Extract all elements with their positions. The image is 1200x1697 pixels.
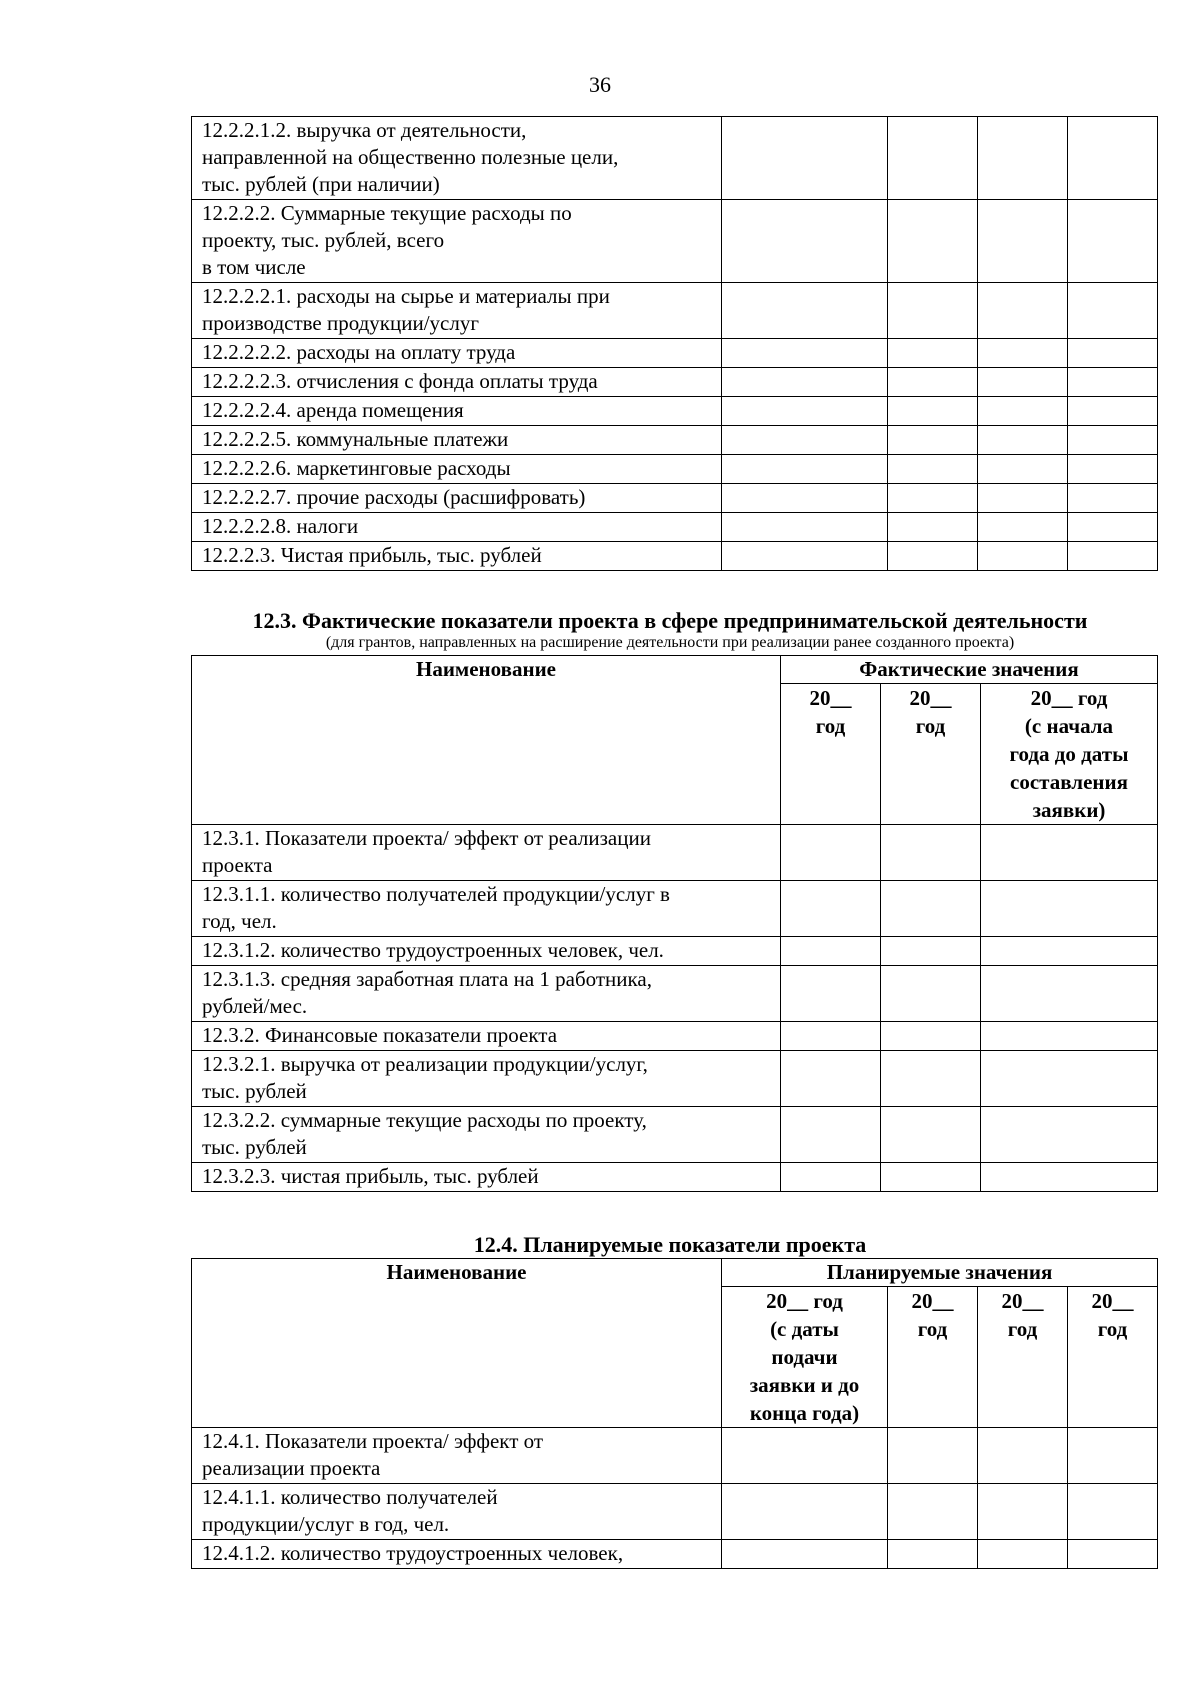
table-row — [192, 339, 1158, 368]
value-cell[interactable] — [722, 397, 888, 426]
year-header: 20__ год — [1068, 1287, 1158, 1428]
value-cell[interactable] — [981, 937, 1158, 966]
table-row — [192, 426, 1158, 455]
value-cell[interactable] — [881, 825, 981, 881]
value-cell[interactable] — [1068, 283, 1158, 339]
value-cell[interactable] — [881, 1107, 981, 1163]
value-cell[interactable] — [888, 484, 978, 513]
section-12-4-title: 12.4. Планируемые показатели проекта — [473, 1232, 867, 1257]
planned-indicators-table — [191, 1258, 1158, 1569]
value-cell[interactable] — [1068, 397, 1158, 426]
row-label: 12.3.1.1. количество получателей продукции/услуг в год, чел. — [192, 881, 781, 937]
actual-indicators-table — [191, 655, 1158, 1192]
table-row — [192, 1051, 1158, 1107]
value-cell[interactable] — [978, 1540, 1068, 1569]
value-cell[interactable] — [1068, 513, 1158, 542]
table-row — [192, 1484, 1158, 1540]
value-cell[interactable] — [1068, 339, 1158, 368]
value-cell[interactable] — [722, 368, 888, 397]
value-cell[interactable] — [888, 117, 978, 200]
value-cell[interactable] — [1068, 542, 1158, 571]
value-cell[interactable] — [978, 339, 1068, 368]
value-cell[interactable] — [978, 368, 1068, 397]
value-cell[interactable] — [978, 484, 1068, 513]
row-label: 12.3.1.2. количество трудоустроенных человек, чел. — [192, 937, 781, 966]
value-cell[interactable] — [1068, 484, 1158, 513]
name-header: Наименование — [192, 1259, 722, 1428]
row-label: 12.2.2.2. Суммарные текущие расходы по проекту, тыс. рублей, всего в том числе — [192, 200, 722, 283]
value-cell[interactable] — [888, 542, 978, 571]
row-label: 12.4.1. Показатели проекта/ эффект от реализации проекта — [192, 1428, 722, 1484]
row-label: 12.2.2.2.2. расходы на оплату труда — [192, 339, 722, 368]
value-cell[interactable] — [722, 1540, 888, 1569]
table-row — [192, 397, 1158, 426]
year-header: 20__ год — [888, 1287, 978, 1428]
value-cell[interactable] — [881, 1163, 981, 1192]
row-label: 12.3.1.3. средняя заработная плата на 1 работника, рублей/мес. — [192, 966, 781, 1022]
value-cell[interactable] — [1068, 426, 1158, 455]
value-cell[interactable] — [781, 937, 881, 966]
value-cell[interactable] — [722, 200, 888, 283]
value-cell[interactable] — [1068, 1484, 1158, 1540]
value-cell[interactable] — [981, 881, 1158, 937]
value-cell[interactable] — [1068, 455, 1158, 484]
value-cell[interactable] — [978, 117, 1068, 200]
value-cell[interactable] — [1068, 200, 1158, 283]
value-cell[interactable] — [881, 1022, 981, 1051]
value-cell[interactable] — [722, 513, 888, 542]
row-label: 12.2.2.2.6. маркетинговые расходы — [192, 455, 722, 484]
value-cell[interactable] — [978, 1428, 1068, 1484]
value-cell[interactable] — [981, 1163, 1158, 1192]
page-number: 36 — [589, 72, 611, 97]
value-cell[interactable] — [888, 1484, 978, 1540]
value-cell[interactable] — [981, 1051, 1158, 1107]
table-row — [192, 1540, 1158, 1569]
value-cell[interactable] — [781, 1163, 881, 1192]
value-cell[interactable] — [781, 1051, 881, 1107]
value-cell[interactable] — [722, 117, 888, 200]
value-cell[interactable] — [978, 397, 1068, 426]
table-row — [192, 368, 1158, 397]
value-cell[interactable] — [781, 966, 881, 1022]
value-cell[interactable] — [888, 1540, 978, 1569]
value-cell[interactable] — [978, 542, 1068, 571]
table-row — [192, 283, 1158, 339]
year-header: 20__ год — [781, 684, 881, 825]
table-row — [192, 513, 1158, 542]
row-label: 12.3.2.1. выручка от реализации продукции/услуг, тыс. рублей — [192, 1051, 781, 1107]
value-cell[interactable] — [1068, 117, 1158, 200]
row-label: 12.3.2.2. суммарные текущие расходы по проекту, тыс. рублей — [192, 1107, 781, 1163]
value-cell[interactable] — [978, 1484, 1068, 1540]
value-cell[interactable] — [781, 1022, 881, 1051]
value-cell[interactable] — [888, 455, 978, 484]
name-header: Наименование — [192, 656, 781, 825]
section-12-3-note: (для грантов, направленных на расширение деятельности при реализации ранее созданного проекта) — [325, 634, 1015, 651]
value-cell[interactable] — [722, 455, 888, 484]
value-cell[interactable] — [722, 283, 888, 339]
row-label: 12.2.2.2.7. прочие расходы (расшифровать) — [192, 484, 722, 513]
table-row — [192, 966, 1158, 1022]
table-row — [192, 1428, 1158, 1484]
row-label: 12.2.2.3. Чистая прибыль, тыс. рублей — [192, 542, 722, 571]
row-label: 12.2.2.2.8. налоги — [192, 513, 722, 542]
value-cell[interactable] — [981, 1022, 1158, 1051]
row-label: 12.2.2.2.3. отчисления с фонда оплаты труда — [192, 368, 722, 397]
row-label: 12.2.2.1.2. выручка от деятельности, направленной на общественно полезные цели, тыс. рублей (при наличии) — [192, 117, 722, 200]
value-cell[interactable] — [781, 1107, 881, 1163]
section-12-3-title: 12.3. Фактические показатели проекта в сфере предпринимательской деятельности — [252, 608, 1088, 633]
value-cell[interactable] — [978, 200, 1068, 283]
value-cell[interactable] — [888, 339, 978, 368]
table-row — [192, 117, 1158, 200]
actual-values-header: Фактические значения — [781, 656, 1158, 684]
value-cell[interactable] — [981, 825, 1158, 881]
value-cell[interactable] — [978, 455, 1068, 484]
row-label: 12.2.2.2.4. аренда помещения — [192, 397, 722, 426]
value-cell[interactable] — [888, 397, 978, 426]
planned-values-header: Планируемые значения — [722, 1259, 1158, 1287]
year-header: 20__ год (с начала года до даты составления заявки) — [981, 684, 1158, 825]
value-cell[interactable] — [1068, 1428, 1158, 1484]
row-label: 12.2.2.2.5. коммунальные платежи — [192, 426, 722, 455]
value-cell[interactable] — [722, 542, 888, 571]
table-row — [192, 1107, 1158, 1163]
table-row — [192, 200, 1158, 283]
value-cell[interactable] — [888, 283, 978, 339]
year-header: 20__ год — [978, 1287, 1068, 1428]
table-row — [192, 937, 1158, 966]
row-label: 12.4.1.1. количество получателей продукции/услуг в год, чел. — [192, 1484, 722, 1540]
table-row — [192, 484, 1158, 513]
value-cell[interactable] — [1068, 1540, 1158, 1569]
value-cell[interactable] — [722, 1484, 888, 1540]
value-cell[interactable] — [722, 339, 888, 368]
value-cell[interactable] — [722, 1428, 888, 1484]
value-cell[interactable] — [888, 368, 978, 397]
row-label: 12.3.2.3. чистая прибыль, тыс. рублей — [192, 1163, 781, 1192]
value-cell[interactable] — [881, 881, 981, 937]
value-cell[interactable] — [722, 426, 888, 455]
financial-indicators-table — [191, 116, 1158, 571]
value-cell[interactable] — [981, 1107, 1158, 1163]
table-row — [192, 825, 1158, 881]
row-label: 12.2.2.2.1. расходы на сырье и материалы при производстве продукции/услуг — [192, 283, 722, 339]
value-cell[interactable] — [978, 513, 1068, 542]
table-row — [192, 455, 1158, 484]
year-header: 20__ год — [881, 684, 981, 825]
value-cell[interactable] — [888, 426, 978, 455]
table-row — [192, 1022, 1158, 1051]
value-cell[interactable] — [888, 200, 978, 283]
value-cell[interactable] — [888, 1428, 978, 1484]
table-row — [192, 1163, 1158, 1192]
row-label: 12.3.2. Финансовые показатели проекта — [192, 1022, 781, 1051]
value-cell[interactable] — [978, 426, 1068, 455]
value-cell[interactable] — [722, 484, 888, 513]
value-cell[interactable] — [881, 937, 981, 966]
value-cell[interactable] — [1068, 368, 1158, 397]
value-cell[interactable] — [981, 966, 1158, 1022]
value-cell[interactable] — [781, 881, 881, 937]
year-header: 20__ год (с даты подачи заявки и до конца года) — [722, 1287, 888, 1428]
table-row — [192, 542, 1158, 571]
value-cell[interactable] — [881, 966, 981, 1022]
value-cell[interactable] — [888, 513, 978, 542]
row-label: 12.4.1.2. количество трудоустроенных человек, — [192, 1540, 722, 1569]
value-cell[interactable] — [978, 283, 1068, 339]
row-label: 12.3.1. Показатели проекта/ эффект от реализации проекта — [192, 825, 781, 881]
value-cell[interactable] — [881, 1051, 981, 1107]
table-row — [192, 881, 1158, 937]
value-cell[interactable] — [781, 825, 881, 881]
